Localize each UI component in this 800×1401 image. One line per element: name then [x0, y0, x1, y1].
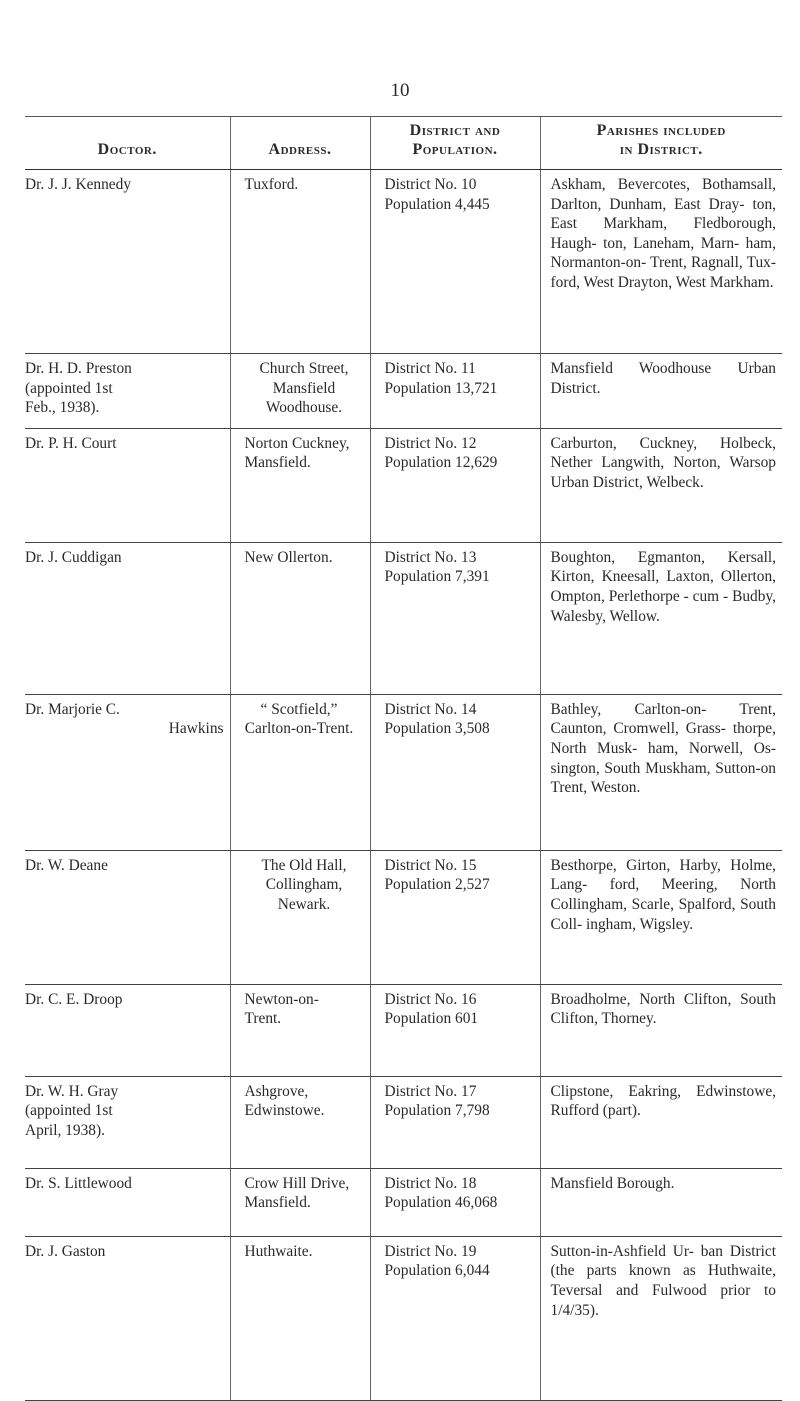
address-cell: Newton-on- Trent.: [230, 984, 370, 1076]
address-cell: New Ollerton.: [230, 542, 370, 694]
doctor-cell: Dr. H. D. Preston (appointed 1st Feb., 1938).: [25, 354, 230, 429]
table-row: [25, 542, 782, 694]
table-row: [25, 170, 782, 354]
district-cell: District No. 18 Population 46,068: [370, 1168, 540, 1236]
parishes-cell: Besthorpe, Girton, Harby, Holme, Lang- ford, Meering, North Collingham, Scarle, Spalford, South Coll- ingham, Wigsley.: [540, 850, 782, 984]
table-row: [25, 1236, 782, 1400]
district-cell: District No. 15 Population 2,527: [370, 850, 540, 984]
doctor-name-line1: Dr. Marjorie C.: [25, 700, 120, 718]
district-cell: District No. 17 Population 7,798: [370, 1076, 540, 1168]
parishes-cell: Clipstone, Eakring, Edwinstowe, Rufford (part).: [540, 1076, 782, 1168]
doctor-cell: Dr. W. Deane: [25, 850, 230, 984]
district-cell: District No. 16 Population 601: [370, 984, 540, 1076]
parishes-cell: Carburton, Cuckney, Holbeck, Nether Langwith, Norton, Warsop Urban District, Welbeck.: [540, 428, 782, 542]
address-cell: “ Scotfield,” Carlton-on-Trent.: [230, 694, 370, 850]
district-cell: District No. 19 Population 6,044: [370, 1236, 540, 1400]
medical-officers-table: [25, 116, 782, 1401]
doctor-cell: Dr. W. H. Gray (appointed 1st April, 1938).: [25, 1076, 230, 1168]
district-cell: District No. 10 Population 4,445: [370, 170, 540, 354]
table-row: [25, 1076, 782, 1168]
parishes-cell: Sutton-in-Ashfield Ur- ban District (the parts known as Huthwaite, Teversal and Fulwood prior to 1/4/35).: [540, 1236, 782, 1400]
table-row: [25, 850, 782, 984]
parishes-cell: Boughton, Egmanton, Kersall, Kirton, Kneesall, Laxton, Ollerton, Ompton, Perlethorpe - cum - Budby, Walesby, Wellow.: [540, 542, 782, 694]
table-row: [25, 694, 782, 850]
doctor-cell: Dr. S. Littlewood: [25, 1168, 230, 1236]
header-address: Address.: [230, 117, 370, 170]
header-district: District and Population.: [370, 117, 540, 170]
header-parishes: Parishes included in District.: [540, 117, 782, 170]
doctor-cell: Dr. J. Cuddigan: [25, 542, 230, 694]
table-row: [25, 984, 782, 1076]
parishes-cell: Mansfield Borough.: [540, 1168, 782, 1236]
parishes-cell: Mansfield Woodhouse Urban District.: [540, 354, 782, 429]
district-cell: District No. 14 Population 3,508: [370, 694, 540, 850]
table-header-row: [25, 117, 782, 170]
page-number: 10: [390, 80, 410, 101]
doctor-cell: Dr. C. E. Droop: [25, 984, 230, 1076]
address-cell: Tuxford.: [230, 170, 370, 354]
doctor-cell: Dr. J. J. Kennedy: [25, 170, 230, 354]
address-cell: Church Street, Mansfield Woodhouse.: [230, 354, 370, 429]
parishes-cell: Bathley, Carlton-on- Trent, Caunton, Cromwell, Grass- thorpe, North Musk- ham, Norwell, Os- sington, South Muskham, Sutton-on Trent, Weston.: [540, 694, 782, 850]
doctor-name-line2: Hawkins: [168, 720, 224, 738]
table-row: [25, 428, 782, 542]
parishes-cell: Broadholme, North Clifton, South Clifton, Thorney.: [540, 984, 782, 1076]
parishes-cell: Askham, Bevercotes, Bothamsall, Darlton, Dunham, East Dray- ton, East Markham, Fledborough, Haugh- ton, Laneham, Marn- ham, Normanton-on- Trent, Ragnall, Tux- ford, West Drayton, West Markham.: [540, 170, 782, 354]
address-cell: Norton Cuckney, Mansfield.: [230, 428, 370, 542]
district-cell: District No. 12 Population 12,629: [370, 428, 540, 542]
header-doctor: Doctor.: [25, 117, 230, 170]
table-row: [25, 1168, 782, 1236]
district-cell: District No. 11 Population 13,721: [370, 354, 540, 429]
doctor-cell: Dr. P. H. Court: [25, 428, 230, 542]
doctor-cell: Dr. J. Gaston: [25, 1236, 230, 1400]
table-row: [25, 354, 782, 429]
district-cell: District No. 13 Population 7,391: [370, 542, 540, 694]
address-cell: Ashgrove, Edwinstowe.: [230, 1076, 370, 1168]
address-cell: The Old Hall, Collingham, Newark.: [230, 850, 370, 984]
doctor-cell: [25, 694, 230, 850]
address-cell: Crow Hill Drive, Mansfield.: [230, 1168, 370, 1236]
address-cell: Huthwaite.: [230, 1236, 370, 1400]
